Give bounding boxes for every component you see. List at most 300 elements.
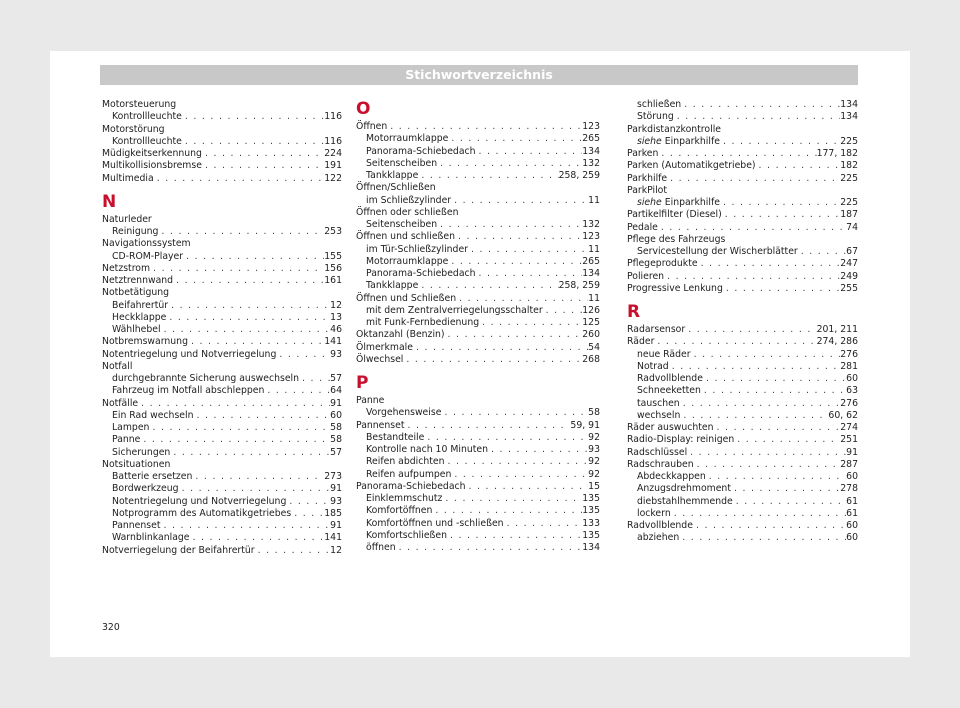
entry-page-ref: 123 [582,121,600,132]
entry-page-ref: 201, 211 [816,324,858,335]
entry-term: Notentriegelung und Notverriegelung [102,348,277,360]
entry-term: Pannenset [356,419,405,431]
dot-leader [442,493,582,505]
entry-page-ref: 92 [588,456,600,468]
entry-term: Ölmerkmale [356,341,413,353]
entry-term: Radarsensor [627,324,686,335]
entry-term: Abdeckkappen [637,471,706,482]
index-letter-heading: N [102,191,117,212]
dot-leader [264,385,330,397]
index-entry [627,434,858,446]
index-subentry [102,300,342,312]
entry-term: Panne [112,434,141,446]
index-subentry [627,532,858,544]
entry-page-ref: 126 [582,304,600,316]
entry-page-ref: 60 [846,520,858,531]
entry-page-ref: 60 [846,532,858,544]
index-subentry [356,256,600,268]
entry-page-ref: 134 [582,268,600,279]
index-heading: ParkPilot [627,184,667,196]
entry-page-ref: 92 [588,468,600,480]
entry-term: Multikollisionsbremse [102,160,202,172]
entry-term: Progressive Lenkung [627,282,723,294]
index-subentry [102,434,342,446]
dot-leader [658,222,846,234]
entry-page-ref: 182 [840,160,858,172]
entry-page-ref: 60, 62 [828,409,858,421]
dot-leader [476,268,583,280]
dot-leader [286,496,330,508]
index-entry [627,283,858,295]
dot-leader [664,271,840,283]
dot-leader [679,532,846,544]
index-subentry [627,111,858,123]
entry-page-ref: 191 [324,160,342,172]
entry-term: tauschen [637,397,680,409]
dot-leader [733,496,846,508]
dot-leader [138,398,330,410]
dot-leader [671,508,846,520]
entry-page-ref: 133 [582,517,600,529]
index-entry [102,173,342,185]
index-entry [627,173,858,185]
entry-page-ref: 276 [840,348,858,360]
entry-term: Notprogramm des Automatikgetriebes [112,507,292,519]
index-subentry [356,407,600,419]
entry-term: Wählhebel [112,324,161,335]
entry-page-ref: 15 [588,480,600,492]
entry-page-ref: 60 [846,471,858,482]
index-subentry [102,312,342,324]
index-subentry [627,361,858,373]
index-entry [627,422,858,434]
entry-term: CD-ROM-Player [112,250,184,262]
dot-leader [387,121,582,133]
index-entry [627,447,858,459]
index-subentry [627,496,858,508]
entry-term: Oktanzahl (Benzin) [356,329,445,341]
dot-leader [488,444,588,456]
entry-page-ref: 12 [330,299,342,311]
entry-term: Motorraumklappe [366,133,449,145]
entry-term: Räder [627,336,655,348]
entry-page-ref: 60 [846,373,858,384]
entry-page-ref: 268 [582,353,600,365]
entry-page-ref: 225 [840,135,858,147]
dot-leader [448,256,582,268]
entry-page-ref: 93 [330,495,342,507]
dot-leader [405,420,571,432]
index-subentry [102,496,342,508]
entry-term: Vorgehensweise [366,407,442,419]
entry-page-ref: 258, 259 [558,280,600,292]
dot-leader [680,410,828,422]
index-entry [627,209,858,221]
index-subentry [356,195,600,207]
entry-term: Pflegeprodukte [627,258,698,270]
index-subentry [356,170,600,182]
entry-page-ref: 141 [324,532,342,544]
dot-leader [437,158,582,170]
index-subentry [102,226,342,238]
entry-page-ref: 91 [330,397,342,409]
dot-leader [504,518,583,530]
index-entry [102,275,342,287]
index-entry [102,398,342,410]
index-entry [356,420,600,432]
dot-leader [154,173,325,185]
entry-page-ref: 132 [582,157,600,169]
entry-page-ref: 74 [846,221,858,233]
entry-term: Radschrauben [627,458,694,470]
entry-page-ref: 58 [588,407,600,419]
index-heading: Notsituationen [102,458,171,470]
entry-term: Panorama-Schiebedach [356,480,466,492]
index-subentry [356,268,600,280]
entry-page-ref: 185 [324,507,342,519]
entry-term: Radvollblende [627,520,693,531]
entry-term: im Schließzylinder [366,194,452,206]
entry-page-ref: 287 [840,458,858,470]
dot-leader [451,469,588,481]
entry-page-ref: 63 [846,385,858,397]
dot-leader [543,305,583,317]
index-subentry [356,530,600,542]
dot-leader [158,226,324,238]
entry-page-ref: 61 [846,507,858,519]
entry-term: Einklemmschutz [366,493,443,504]
entry-term: lockern [637,507,671,519]
entry-page-ref: 187 [840,209,858,221]
entry-page-ref: 258, 259 [558,170,600,181]
dot-leader [255,545,331,557]
entry-page-ref: 57 [330,446,342,458]
dot-leader [192,471,324,483]
dot-leader [455,231,582,243]
entry-page-ref: 278 [840,483,858,495]
dot-leader [396,542,583,554]
entry-page-ref: 155 [324,250,342,262]
index-subentry [627,398,858,410]
dot-leader [291,508,324,520]
index-subentry [102,483,342,495]
entry-term: Bordwerkzeug [112,483,179,495]
index-entry [102,148,342,160]
dot-leader [161,324,331,336]
index-subentry [627,197,858,209]
index-subentry [102,508,342,520]
dot-leader [140,434,330,446]
index-subentry [356,317,600,329]
index-entry [102,263,342,275]
dot-leader [183,251,324,263]
index-entry [356,481,600,493]
index-subentry [356,493,600,505]
entry-page-ref: 135 [582,493,600,504]
entry-page-ref: 132 [582,219,600,230]
index-subentry [627,410,858,422]
entry-term: Öffnen und schließen [356,231,456,243]
dot-leader [182,111,324,123]
dot-leader [694,459,841,471]
index-subentry [102,410,342,422]
entry-term [637,197,720,209]
dot-leader [418,170,558,182]
index-subentry [102,422,342,434]
entry-page-ref: 12 [330,544,342,556]
dot-leader [448,133,582,145]
dot-leader [170,447,330,459]
entry-term: Radschlüssel [627,446,688,458]
index-subentry [356,518,600,530]
dot-leader [299,373,330,385]
index-subentry [102,532,342,544]
index-subentry [627,373,858,385]
dot-leader [706,471,846,483]
index-subentry [102,447,342,459]
entry-term: Öffnen und Schließen [356,292,457,304]
entry-term: durchgebrannte Sicherung auswechseln [112,373,300,384]
entry-term: Notbremswarnung [102,336,188,348]
index-subentry [356,432,600,444]
entry-term: Pedale [627,221,658,233]
entry-page-ref: 59, 91 [570,419,600,431]
dot-leader [698,258,841,270]
dot-leader [722,209,841,221]
entry-page-ref: 11 [588,292,600,304]
entry-page-ref: 135 [582,505,600,517]
entry-term: Räder auswuchten [627,422,714,433]
entry-term: Kontrollleuchte [112,111,182,123]
entry-page-ref: 60 [330,409,342,421]
dot-leader [202,148,324,160]
entry-page-ref: 225 [840,172,858,184]
entry-term: Kontrolle nach 10 Minuten [366,444,488,455]
entry-page-ref: 92 [588,431,600,443]
dot-leader [193,410,330,422]
entry-term: Notfälle [102,397,139,409]
entry-term: Notrad [637,360,669,372]
entry-term: Komfortschließen [366,529,448,541]
entry-term: Servicestellung der Wischerblätter [637,246,798,257]
index-subentry [356,469,600,481]
entry-term: Sicherungen [112,446,171,458]
entry-term: Parken (Automatikgetriebe) [627,160,756,172]
page-header-banner [100,65,858,85]
entry-term-text: Einparkhilfe [664,135,720,147]
index-heading: Pflege des Fahrzeugs [627,233,726,245]
index-subentry [356,146,600,158]
entry-term: Müdigkeitserkennung [102,148,202,159]
index-subentry [627,246,858,258]
page-number: 320 [102,622,120,633]
entry-term: im Tür-Schließzylinder [366,243,469,255]
entry-term: Ölwechsel [356,353,404,365]
index-heading: Notfall [102,360,133,372]
entry-page-ref: 274 [840,422,858,433]
entry-page-ref: 134 [840,99,858,110]
index-heading: Motorsteuerung [102,99,177,110]
entry-term: mit Funk-Fernbedienung [366,317,480,328]
dot-leader [150,263,324,275]
index-subentry [102,136,342,148]
dot-leader [418,280,558,292]
index-letter-heading: P [356,373,369,393]
index-entry [356,231,600,243]
entry-page-ref: 13 [330,311,342,323]
entry-page-ref: 122 [324,172,342,184]
dot-leader [190,532,325,544]
dot-leader [202,160,324,172]
entry-term: mit dem Zentralverriegelungsschalter [366,304,543,316]
entry-term: Batterie ersetzen [112,471,193,482]
dot-leader [179,483,331,495]
dot-leader [476,146,583,158]
entry-page-ref: 93 [588,444,600,455]
entry-term: Notverriegelung der Beifahrertür [102,544,255,556]
entry-term: Tankklappe [366,170,419,181]
index-subentry [356,158,600,170]
entry-page-ref: 247 [840,258,858,270]
entry-page-ref: 91 [330,483,342,495]
entry-term: Anzugsdrehmoment [637,483,731,495]
entry-term: Radio-Display: reinigen [627,434,735,446]
entry-page-ref: 156 [324,262,342,274]
index-entry [102,545,342,557]
index-subentry [627,508,858,520]
index-letter-heading: O [356,99,371,119]
entry-term: Seitenscheiben [366,157,438,169]
entry-page-ref: 276 [840,397,858,409]
index-entry [356,342,600,354]
entry-page-ref: 91 [846,446,858,458]
dot-leader [445,329,583,341]
entry-page-ref: 116 [324,111,342,123]
dot-leader [479,317,582,329]
entry-page-ref: 134 [582,542,600,553]
entry-page-ref: 253 [324,226,342,237]
index-heading: Panne [356,395,385,406]
dot-leader [456,293,588,305]
entry-term: Fahrzeug im Notfall abschleppen [112,385,265,397]
dot-leader [685,324,816,336]
entry-page-ref: 54 [588,341,600,353]
entry-page-ref: 91 [330,520,342,531]
index-entry [627,222,858,234]
entry-page-ref: 281 [840,360,858,372]
entry-term: Motorraumklappe [366,255,449,267]
index-subentry [627,471,858,483]
index-entry [102,336,342,348]
entry-page-ref: 11 [588,194,600,206]
entry-term: abziehen [637,532,680,544]
index-column-3 [627,99,858,545]
entry-term: Netztrennwand [102,275,174,286]
index-entry [627,459,858,471]
dot-leader [723,283,840,295]
dot-leader [445,456,589,468]
index-subentry [356,133,600,145]
entry-page-ref: 249 [840,270,858,282]
entry-page-ref: 67 [846,246,858,257]
index-subentry [356,444,600,456]
entry-page-ref: 64 [330,385,342,397]
index-entry [356,329,600,341]
index-subentry [356,305,600,317]
index-entry [627,520,858,532]
entry-page-ref: 260 [582,329,600,341]
entry-term: Störung [637,111,674,123]
entry-term: diebstahlhemmende [637,495,733,507]
entry-term: Notentriegelung und Notverriegelung [112,495,287,507]
index-subentry [356,219,600,231]
dot-leader [669,361,841,373]
entry-page-ref: 57 [330,373,342,384]
dot-leader [276,349,330,361]
dot-leader [658,148,816,160]
dot-leader [667,173,840,185]
entry-page-ref: 135 [582,529,600,541]
dot-leader [166,312,330,324]
index-page [50,51,910,657]
dot-leader [441,407,588,419]
entry-term: neue Räder [637,348,691,360]
dot-leader [701,385,846,397]
dot-leader [168,300,330,312]
entry-page-ref: 134 [582,145,600,157]
entry-term: Panorama-Schiebedach [366,268,476,279]
entry-page-ref: 116 [324,135,342,147]
index-heading: Navigationssystem [102,238,191,250]
entry-page-ref: 141 [324,336,342,348]
dot-leader [680,398,841,410]
entry-term: Warnblinkanlage [112,532,190,544]
entry-term: Radvollblende [637,373,703,384]
dot-leader [424,432,588,444]
index-letter-heading: R [627,302,641,322]
dot-leader [674,111,841,123]
entry-page-ref: 58 [330,422,342,433]
entry-page-ref: 251 [840,434,858,446]
entry-term: schließen [637,99,682,110]
index-heading: Öffnen oder schließen [356,206,459,218]
dot-leader [720,197,840,209]
dot-leader [703,373,846,385]
entry-page-ref: 255 [840,282,858,294]
index-subentry [356,280,600,292]
entry-term: Heckklappe [112,311,167,323]
entry-page-ref: 161 [324,275,342,286]
index-subentry [356,456,600,468]
dot-leader [691,349,841,361]
index-subentry [102,385,342,397]
index-heading: Naturleder [102,213,152,225]
index-entry [627,258,858,270]
index-subentry [102,111,342,123]
index-entry [627,336,858,348]
dot-leader [447,530,582,542]
index-entry [627,271,858,283]
index-subentry [627,385,858,397]
dot-leader [654,336,816,348]
dot-leader [720,136,840,148]
dot-leader [182,136,324,148]
index-heading: Öffnen/Schließen [356,182,436,194]
entry-term: Parken [627,148,659,159]
entry-page-ref: 134 [840,111,858,123]
entry-page-ref: 265 [582,255,600,267]
index-entry [356,293,600,305]
